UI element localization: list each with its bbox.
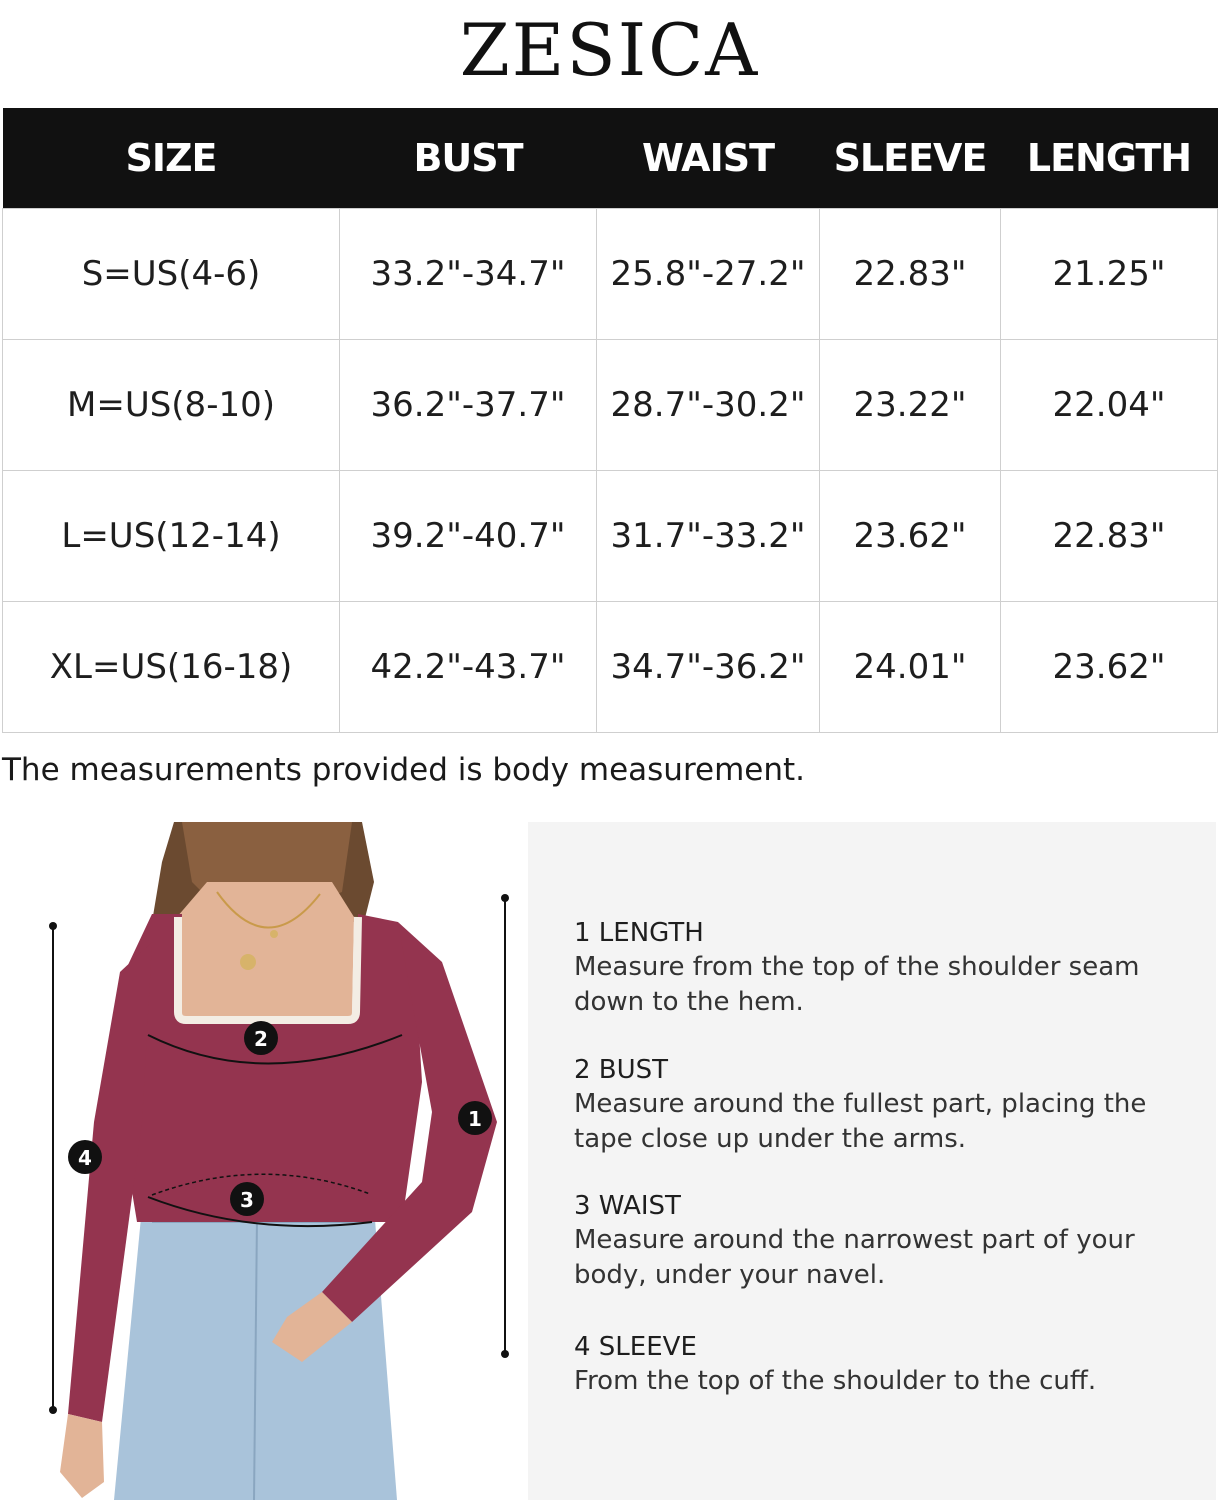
guide-desc: Measure from the top of the shoulder seam down to the hem. xyxy=(574,952,1140,1017)
svg-text:1: 1 xyxy=(468,1107,482,1131)
svg-text:4: 4 xyxy=(78,1146,92,1170)
guide-title: 2 BUST xyxy=(574,1055,669,1085)
header-size: SIZE xyxy=(3,108,340,209)
marker-4 xyxy=(68,1140,102,1174)
cell-size: S=US(4-6) xyxy=(3,209,340,340)
cell-length: 21.25" xyxy=(1001,209,1218,340)
table-row xyxy=(3,602,1218,733)
cell-waist: 31.7"-33.2" xyxy=(597,471,820,602)
table-row xyxy=(3,340,1218,471)
measurement-note: The measurements provided is body measurement. xyxy=(2,752,806,788)
marker-2 xyxy=(244,1021,278,1055)
guide-desc: From the top of the shoulder to the cuff. xyxy=(574,1366,1097,1396)
marker-1 xyxy=(458,1101,492,1135)
cell-bust: 36.2"-37.7" xyxy=(340,340,597,471)
guide-desc: Measure around the fullest part, placing the tape close up under the arms. xyxy=(574,1089,1147,1154)
cell-sleeve: 23.22" xyxy=(820,340,1001,471)
cell-sleeve: 24.01" xyxy=(820,602,1001,733)
guide-item-bust xyxy=(574,1053,1174,1157)
cell-sleeve: 22.83" xyxy=(820,209,1001,340)
header-bust: BUST xyxy=(340,108,597,209)
cell-length: 22.04" xyxy=(1001,340,1218,471)
cell-size: M=US(8-10) xyxy=(3,340,340,471)
cell-waist: 34.7"-36.2" xyxy=(597,602,820,733)
table-row xyxy=(3,471,1218,602)
guide-title: 4 SLEEVE xyxy=(574,1332,697,1362)
brand-logo: ZESICA xyxy=(459,8,760,92)
cell-length: 23.62" xyxy=(1001,602,1218,733)
header-length: LENGTH xyxy=(1001,108,1218,209)
cell-bust: 33.2"-34.7" xyxy=(340,209,597,340)
guide-item-length xyxy=(574,916,1174,1020)
table-header-row xyxy=(3,108,1218,209)
svg-text:2: 2 xyxy=(254,1027,268,1051)
guide-title: 1 LENGTH xyxy=(574,918,704,948)
cell-bust: 42.2"-43.7" xyxy=(340,602,597,733)
header-sleeve: SLEEVE xyxy=(820,108,1001,209)
cell-bust: 39.2"-40.7" xyxy=(340,471,597,602)
header-waist: WAIST xyxy=(597,108,820,209)
model-measurement-photo xyxy=(2,822,526,1500)
cell-size: L=US(12-14) xyxy=(3,471,340,602)
cell-length: 22.83" xyxy=(1001,471,1218,602)
cell-sleeve: 23.62" xyxy=(820,471,1001,602)
table-row xyxy=(3,209,1218,340)
guide-item-waist xyxy=(574,1189,1174,1293)
svg-text:3: 3 xyxy=(240,1188,254,1212)
guide-item-sleeve xyxy=(574,1330,1174,1399)
marker-3 xyxy=(230,1182,264,1216)
measurement-guide-panel xyxy=(528,822,1216,1500)
cell-size: XL=US(16-18) xyxy=(3,602,340,733)
cell-waist: 25.8"-27.2" xyxy=(597,209,820,340)
cell-waist: 28.7"-30.2" xyxy=(597,340,820,471)
guide-title: 3 WAIST xyxy=(574,1191,681,1221)
guide-desc: Measure around the narrowest part of your body, under your navel. xyxy=(574,1225,1135,1290)
size-chart-table xyxy=(2,108,1218,733)
